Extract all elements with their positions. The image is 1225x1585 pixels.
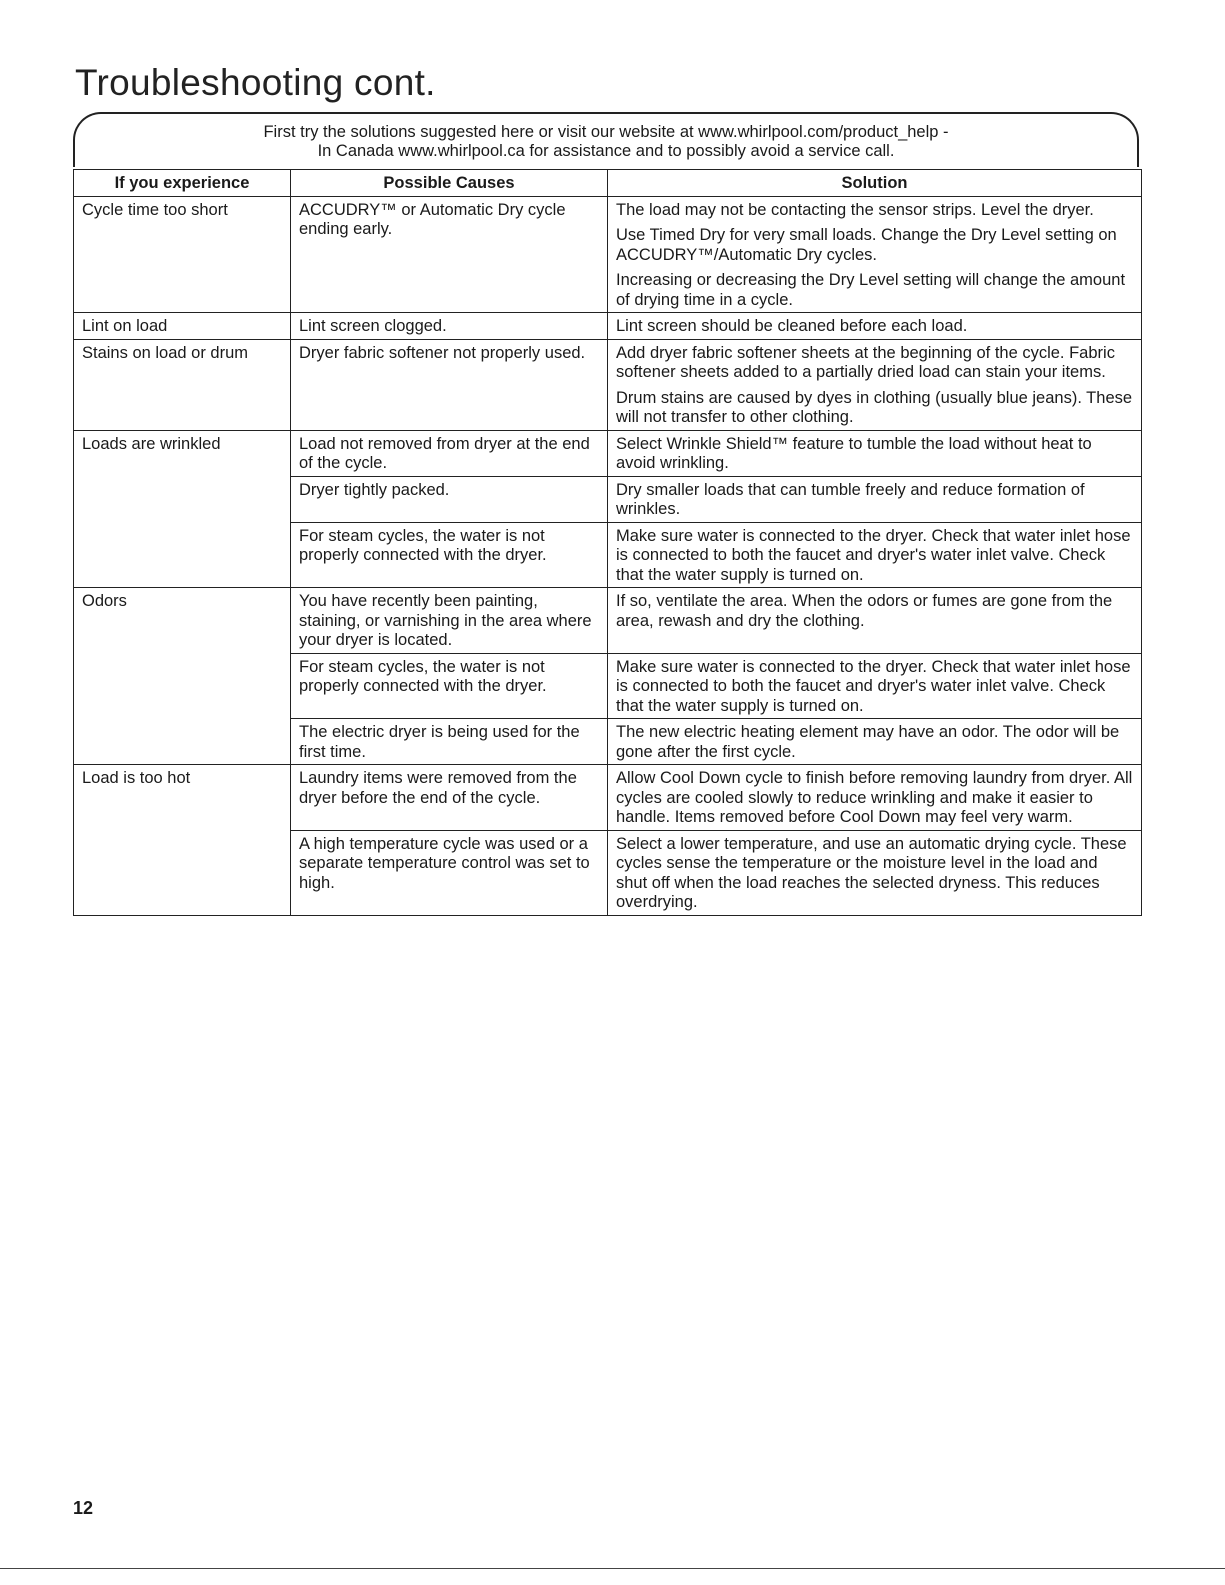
solution-paragraph: The load may not be contacting the sensor strips. Level the dryer. xyxy=(616,200,1094,219)
problem-cell: Cycle time too short xyxy=(74,196,291,313)
table-body xyxy=(74,196,1142,915)
solution-cell xyxy=(608,313,1142,340)
table-row xyxy=(74,313,1142,340)
solution-paragraph: Select Wrinkle Shield™ feature to tumble the load without heat to avoid wrinkling. xyxy=(616,434,1092,472)
solution-paragraph: Drum stains are caused by dyes in clothing (usually blue jeans). These will not transfer to other clothing. xyxy=(616,388,1133,426)
page-number: 12 xyxy=(73,1498,94,1518)
header-problem: If you experience xyxy=(74,170,291,197)
table-row xyxy=(74,196,1142,313)
solution-cell xyxy=(608,339,1142,430)
cause-cell: Dryer fabric softener not properly used. xyxy=(291,339,608,430)
cause-cell: For steam cycles, the water is not properly connected with the dryer. xyxy=(291,522,608,588)
cause-cell: Load not removed from dryer at the end of the cycle. xyxy=(291,430,608,476)
table-row xyxy=(74,588,1142,654)
problem-cell: Lint on load xyxy=(74,313,291,340)
solution-paragraph: The new electric heating element may have an odor. The odor will be gone after the first cycle. xyxy=(616,723,1120,761)
cause-cell: Lint screen clogged. xyxy=(291,313,608,340)
header-solution: Solution xyxy=(608,170,1142,197)
solution-paragraph: Make sure water is connected to the dryer. Check that water inlet hose is connected to both the faucet and dryer's water inlet valve. Check that the water supply is turned on. xyxy=(616,657,1131,715)
solution-paragraph: Select a lower temperature, and use an automatic drying cycle. These cycles sense the temperature or the moisture level in the load and shut off when the load reaches the selected dryness. This reduces overdrying. xyxy=(616,834,1127,911)
table-header-row xyxy=(74,170,1142,197)
solution-cell xyxy=(608,476,1142,522)
cause-cell: A high temperature cycle was used or a separate temperature control was set to high. xyxy=(291,830,608,915)
solution-paragraph: If so, ventilate the area. When the odors or fumes are gone from the area, rewash and dry the clothing. xyxy=(616,592,1113,630)
cause-cell: Laundry items were removed from the dryer before the end of the cycle. xyxy=(291,765,608,831)
solution-cell xyxy=(608,522,1142,588)
solution-paragraph: Lint screen should be cleaned before each load. xyxy=(616,317,968,335)
cause-cell: ACCUDRY™ or Automatic Dry cycle ending early. xyxy=(291,196,608,313)
solution-paragraph: Allow Cool Down cycle to finish before removing laundry from dryer. All cycles are cooled slowly to reduce wrinkling and make it easier to handle. Items removed before Cool Down may feel very warm. xyxy=(616,769,1133,826)
cause-cell: For steam cycles, the water is not properly connected with the dryer. xyxy=(291,653,608,719)
table-row xyxy=(74,430,1142,476)
intro-line: In Canada www.whirlpool.ca for assistance and to possibly avoid a service call. xyxy=(317,142,895,160)
page-title: Troubleshooting cont. xyxy=(75,62,436,103)
solution-paragraph: Use Timed Dry for very small loads. Change the Dry Level setting on ACCUDRY™/Automatic Dry cycles. xyxy=(616,226,1117,264)
solution-cell xyxy=(608,653,1142,719)
header-causes: Possible Causes xyxy=(291,170,608,197)
intro-box xyxy=(73,112,1139,167)
solution-cell xyxy=(608,765,1142,831)
troubleshooting-table xyxy=(73,169,1142,916)
solution-paragraph: Make sure water is connected to the dryer. Check that water inlet hose is connected to both the faucet and dryer's water inlet valve. Check that the water supply is turned on. xyxy=(616,526,1131,584)
cause-cell: Dryer tightly packed. xyxy=(291,476,608,522)
solution-paragraph: Dry smaller loads that can tumble freely and reduce formation of wrinkles. xyxy=(616,480,1085,518)
cause-cell: The electric dryer is being used for the first time. xyxy=(291,719,608,765)
table-row xyxy=(74,339,1142,430)
problem-cell: Odors xyxy=(74,588,291,765)
table-row xyxy=(74,765,1142,831)
solution-cell xyxy=(608,719,1142,765)
solution-paragraph: Increasing or decreasing the Dry Level setting will change the amount of drying time in a cycle. xyxy=(616,271,1126,309)
problem-cell: Stains on load or drum xyxy=(74,339,291,430)
solution-paragraph: Add dryer fabric softener sheets at the beginning of the cycle. Fabric softener sheets added to a partially dried load can stain your items. xyxy=(616,343,1115,381)
solution-cell xyxy=(608,196,1142,313)
problem-cell: Load is too hot xyxy=(74,765,291,916)
intro-line: First try the solutions suggested here or visit our website at www.whirlpool.com/product_help - xyxy=(263,123,949,141)
solution-cell xyxy=(608,430,1142,476)
solution-cell xyxy=(608,588,1142,654)
footer-rule xyxy=(0,1568,1225,1569)
cause-cell: You have recently been painting, staining, or varnishing in the area where your dryer is located. xyxy=(291,588,608,654)
solution-cell xyxy=(608,830,1142,915)
problem-cell: Loads are wrinkled xyxy=(74,430,291,588)
